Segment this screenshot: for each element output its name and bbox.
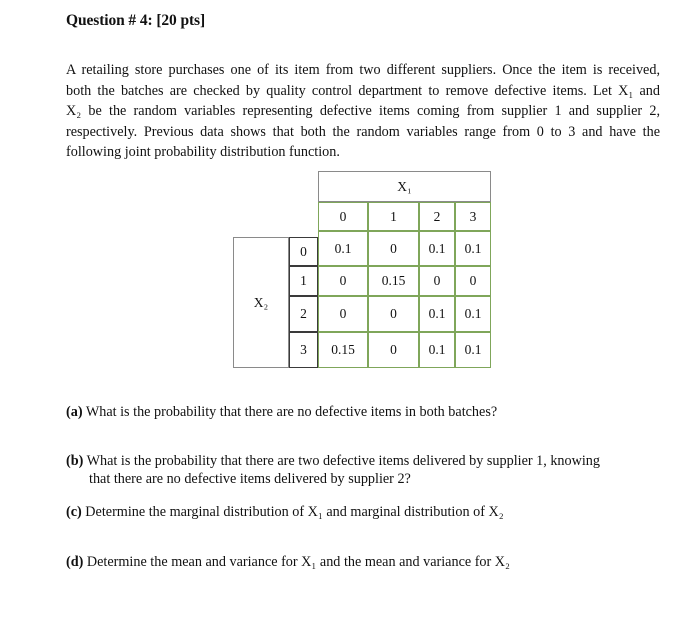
question-label: (b) <box>66 453 84 469</box>
question-text: Determine the marginal distribution of X₁ and marginal distribution of X₂ <box>85 504 504 520</box>
intro-paragraph <box>66 60 660 163</box>
col-header: 3 <box>455 202 491 231</box>
intro-line: following joint probability distribution function. <box>66 144 340 160</box>
col-header: 2 <box>419 202 455 231</box>
question-label: (c) <box>66 504 82 520</box>
table-cell: 0 <box>368 332 419 368</box>
intro-line: A retailing store purchases one of its item from two different suppliers. Once the item is received, <box>66 62 660 78</box>
question-text: What is the probability that there are no defective items in both batches? <box>85 404 498 420</box>
intro-line: X₂ be the random variables representing defective items coming from supplier 1 and supplier 2, <box>66 103 660 119</box>
row-header: 3 <box>289 332 318 368</box>
table-cell: 0.15 <box>368 266 419 296</box>
question-a <box>66 403 497 421</box>
table-cell: 0.1 <box>419 332 455 368</box>
question-text-continued: that there are no defective items delivered by supplier 2? <box>89 471 411 487</box>
table-cell: 0 <box>368 296 419 332</box>
row-header: 1 <box>289 266 318 296</box>
table-cell: 0 <box>455 266 491 296</box>
question-text: Determine the mean and variance for X₁ and the mean and variance for X₂ <box>86 554 510 570</box>
question-text: What is the probability that there are two defective items delivered by supplier 1, knowing <box>86 453 600 469</box>
table-cell: 0 <box>318 266 368 296</box>
table-cell: 0.15 <box>318 332 368 368</box>
table-cell: 0.1 <box>419 231 455 266</box>
table-cell: 0.1 <box>455 296 491 332</box>
col-header: 0 <box>318 202 368 231</box>
row-header: 2 <box>289 296 318 332</box>
col-header: 1 <box>368 202 419 231</box>
table-cell: 0.1 <box>455 231 491 266</box>
question-d <box>66 553 510 571</box>
table-cell: 0.1 <box>455 332 491 368</box>
table-cell: 0 <box>318 296 368 332</box>
question-label: (d) <box>66 554 84 570</box>
question-b <box>66 452 600 488</box>
table-cell: 0 <box>368 231 419 266</box>
table-cell: 0.1 <box>318 231 368 266</box>
question-heading: Question # 4: [20 pts] <box>66 12 206 29</box>
table-cell: 0 <box>419 266 455 296</box>
table-cell: 0.1 <box>419 296 455 332</box>
intro-line: both the batches are checked by quality control department to remove defective items. Let X₁ and <box>66 82 660 99</box>
intro-line: respectively. Previous data shows that both the random variables range from 0 to 3 and have the <box>66 123 660 140</box>
col-variable-label: X₁ <box>318 171 491 202</box>
question-c <box>66 503 504 521</box>
question-label: (a) <box>66 404 83 420</box>
row-variable-label: X₂ <box>233 237 289 368</box>
row-header: 0 <box>289 237 318 266</box>
